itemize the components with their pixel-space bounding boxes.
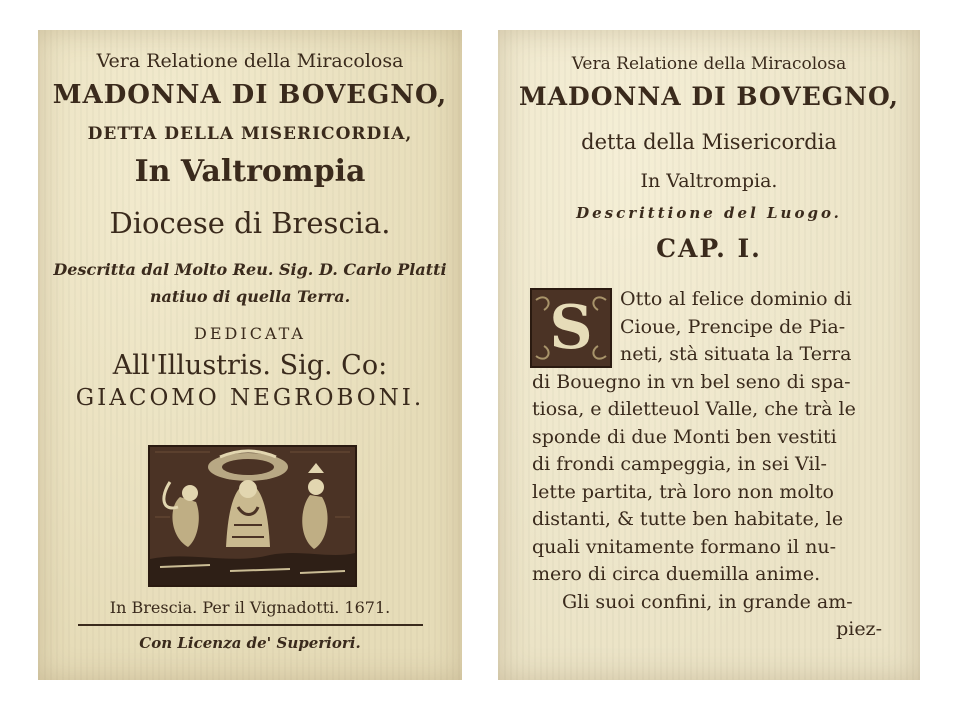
woodcut-image (150, 447, 355, 585)
title-line-5: Diocese di Brescia. (109, 206, 391, 240)
dedicatee-line-1: All'Illustris. Sig. Co: (112, 350, 388, 381)
imprint-line: In Brescia. Per il Vignadotti. 1671. (109, 598, 391, 617)
body-line: neti, stà situata la Terra (620, 343, 852, 365)
author-line-2: natiuo di quella Terra. (149, 287, 351, 306)
title-line-3: DETTA DELLA MISERICORDIA, (87, 124, 413, 144)
body-line: di Bouegno in vn bel seno di spa- (532, 370, 851, 393)
body-line: Gli suoi confini, in grande am- (562, 590, 853, 613)
body-line: distanti, & tutte ben habitate, le (532, 508, 844, 530)
body-line: tiosa, e diletteuol Valle, che trà le (532, 398, 856, 420)
body-line: sponde di due Monti ben vestiti (532, 425, 837, 448)
license-line: Con Licenza de' Superiori. (139, 634, 361, 652)
chapter-body-text (532, 286, 912, 644)
title-line-1: Vera Relatione della Miracolosa (96, 50, 404, 72)
body-line: Otto al felice dominio di (620, 288, 852, 310)
title-line-1: Vera Relatione della Miracolosa (571, 54, 847, 74)
drop-cap-letter: S (549, 293, 593, 363)
title-page (38, 30, 462, 680)
dedication-heading: DEDICATA (194, 324, 306, 343)
madonna-woodcut-illustration (148, 445, 357, 587)
body-line: Cioue, Prencipe de Pia- (620, 315, 846, 338)
chapter-page (498, 30, 920, 680)
chapter-heading: CAP. I. (656, 234, 762, 263)
title-line-2: MADONNA DI BOVEGNO, (518, 82, 899, 111)
author-line-1: Descritta dal Molto Reu. Sig. D. Carlo Platti (53, 260, 447, 279)
body-line: lette partita, trà loro non molto (532, 480, 834, 503)
catchword: piez- (836, 618, 882, 640)
dedicatee-line-2: GIACOMO NEGROBONI. (75, 385, 425, 411)
body-line: quali vnitamente formano il nu- (532, 535, 837, 558)
title-line-4: In Valtrompia (134, 154, 366, 189)
title-line-2: MADONNA DI BOVEGNO, (52, 80, 448, 110)
body-line: mero di circa duemilla anime. (532, 563, 821, 585)
section-heading: Descrittione del Luogo. (576, 204, 842, 222)
title-line-3: detta della Misericordia (581, 130, 837, 154)
title-line-4: In Valtrompia. (640, 170, 778, 192)
body-line: di frondi campeggia, in sei Vil- (532, 453, 827, 475)
rule-divider (78, 624, 423, 626)
